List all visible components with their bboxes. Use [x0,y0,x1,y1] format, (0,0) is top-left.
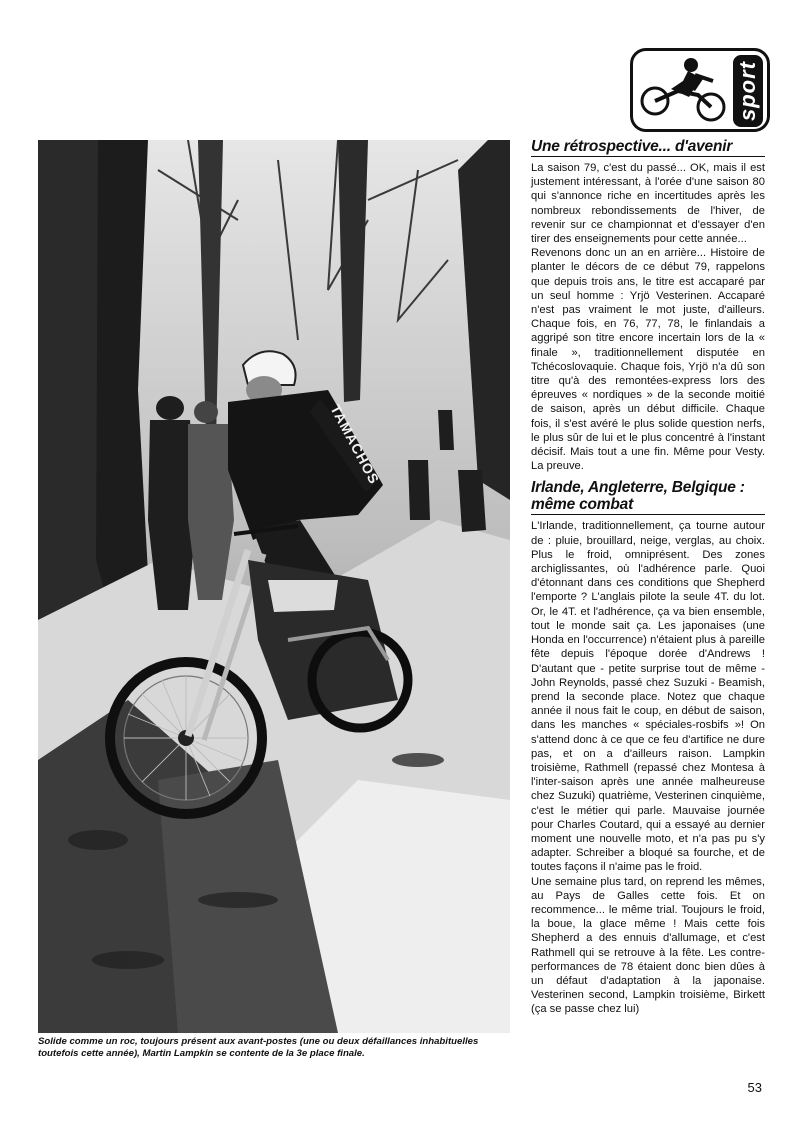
rider-jacket-text: TAMACHOS [327,401,383,487]
motorcycle-rider-icon [633,51,733,129]
article-column [531,138,765,1017]
photo-caption: Solide comme un roc, toujours présent aux avant-postes (une ou deux défaillances inhabituelles toutefois cette année), Martin Lampkin se contente de la 3e place finale. [38,1036,479,1059]
paragraph: L'Irlande, traditionnellement, ça tourne autour de : pluie, brouillard, neige, verglas, au choix. Plus le froid, omniprésent. Des zones archiglissantes, où l'adhérence parle. Quoi d'étonnant dans ces conditions que Shepherd l'emporte ? L'anglais pilote la seule 4T. du lot. Or, le 4T. et l'adhérence, ça va bien ensemble, tout le monde sait ça. Les japonaises (une Honda en l'occurrence) n'étaient plus à pareille fête depuis l'époque dorée d'Andrews ! D'autant que - petite surprise tout de même - John Reynolds, passé chez Suzuki - Beamish, prend la seconde place. Notez que chaque année il nous fait le coup, en début de saison, dans les manches « spéciales-rosbifs »! On s'attend donc à ce que ce feu d'artifice ne dure pas, et on a d'ailleurs raison. Lampkin troisième, Rathmell (repassé chez Montesa à l'inter-saison après une année malheureuse chez Suzuki) quatrième, Vesterinen cinquième, c'est le métier qui parle. Mauvaise journée pour Charles Coutard, qui a essayé au dernier moment une nouvelle moto, et n'a pas pu s'y adapter. Schreiber a bloqué sa fourche, et de toutes façons il n'aime pas le froid. [531,520,765,874]
paragraph: La saison 79, c'est du passé... OK, mais il est justement intéressant, à l'orée d'une saison 80 qui s'annonce riche en incertitudes après les nombreux rebondissements de l'hiver, de revenir sur ce championnat et d'essayer d'en tirer des enseignements pour cette année... [531,162,765,246]
logo-text: sport [733,55,763,127]
paragraph: Revenons donc un an en arrière... Histoire de planter le décors de ce début 79, rappelons que depuis trois ans, le titre est accaparé par un seul homme : Yrjö Vesterinen. Accaparé n'est pas vraiment le mot juste, d'ailleurs. Chaque fois, en 76, 77, 78, le finlandais a aggripé son titre encore incertain lors de la « finale », traditionnellement disputée en Tchécoslovaquie. Chaque fois, Yrjö n'a dû son titre qu'à des remontées-express lors des épreuves « nordiques » de la seconde moitié de saison, après un début difficile. Chaque fois, il s'est avéré le plus solide question nerfs, le plus sûr de lui et le plus concentré à l'instant décisif. Mais tout a une fin. Même pour Vesty. La preuve. [531,247,765,473]
trial-rider-photo [38,140,510,1033]
paragraph: Une semaine plus tard, on reprend les mêmes, au Pays de Galles cette fois. Et on recommence... le même trial. Toujours le froid, la boue, la glace même ! Mais cette fois Shepherd a des ennuis d'allumage, et c'est Rathmell qui se retrouve à la fête. Les contre-performances de 78 étaient donc bien dûes à un défaut d'adaptation à la japonaise. Vesterinen second, Lampkin troisième, Birkett (ça se passe chez lui) [531,875,765,1016]
sport-logo [630,48,770,132]
section-heading: Une rétrospective... d'avenir [531,138,765,157]
page-number: 53 [747,1080,762,1095]
section-heading: Irlande, Angleterre, Belgique : même combat [531,479,765,515]
